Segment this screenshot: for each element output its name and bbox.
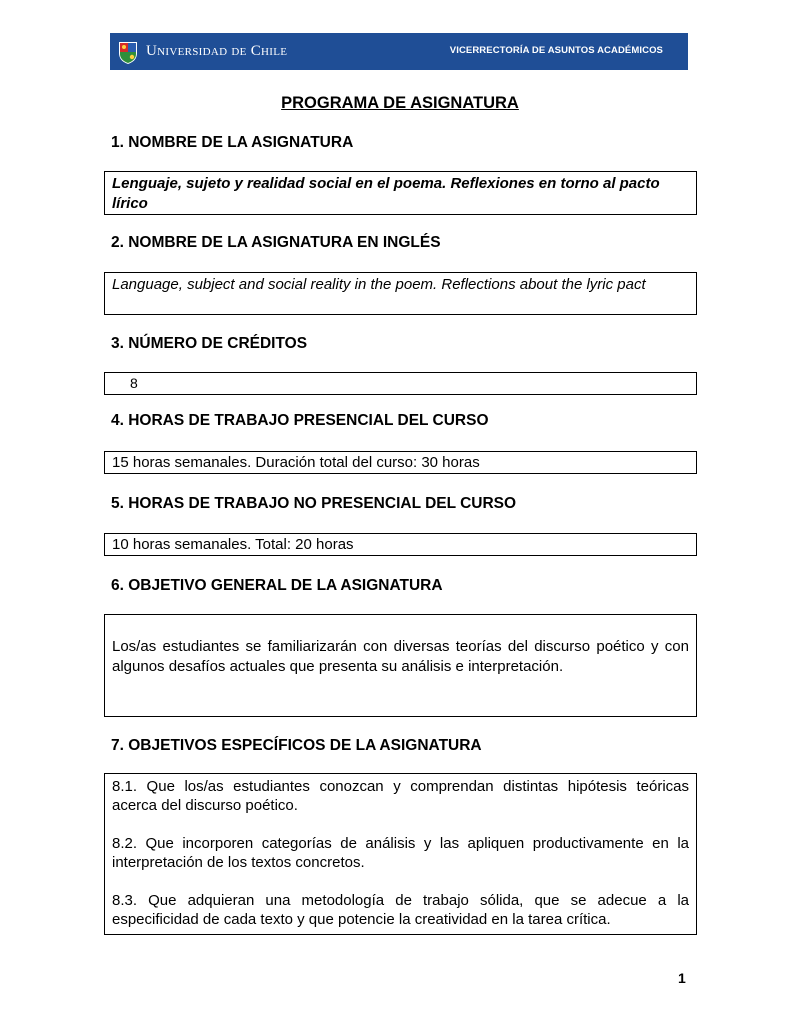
section-2-heading: 2. NOMBRE DE LA ASIGNATURA EN INGLÉS [111,234,441,251]
section-7-box [104,773,697,935]
section-5-heading: 5. HORAS DE TRABAJO NO PRESENCIAL DEL CURSO [111,495,517,512]
specific-objective-3: 8.3. Que adquieran una metodología de trabajo sólida, que se adecue a la especificidad de cada texto y que potencie la creatividad en la tarea crítica. [112,892,689,928]
section-2-box [104,272,697,315]
section-4-box [104,451,697,474]
section-6-box [104,614,697,717]
course-name-english: Language, subject and social reality in the poem. Reflections about the lyric pact [112,276,646,293]
office-name: VICERRECTORÍA DE ASUNTOS ACADÉMICOS [449,45,663,56]
section-4-heading: 4. HORAS DE TRABAJO PRESENCIAL DEL CURSO [111,412,489,429]
section-7-heading: 7. OBJETIVOS ESPECÍFICOS DE LA ASIGNATURA [111,737,482,754]
section-1-box [104,171,697,215]
non-presential-hours: 10 horas semanales. Total: 20 horas [112,536,354,553]
section-6-heading: 6. OBJETIVO GENERAL DE LA ASIGNATURA [111,577,443,594]
university-name: Universidad de Chile [146,43,288,59]
specific-objective-1: 8.1. Que los/as estudiantes conozcan y comprendan distintas hipótesis teóricas acerca del discurso poético. [112,778,689,814]
course-name: Lenguaje, sujeto y realidad social en el poema. Reflexiones en torno al pacto lírico [112,175,660,212]
specific-objective-2: 8.2. Que incorporen categorías de análisis y las apliquen productivamente en la interpretación de los textos concretos. [112,835,689,871]
presential-hours: 15 horas semanales. Duración total del curso: 30 horas [112,454,480,471]
section-3-box [104,372,697,395]
section-1-heading: 1. NOMBRE DE LA ASIGNATURA [111,134,354,151]
header-banner [110,33,688,70]
university-crest-icon [118,39,138,65]
credits-value: 8 [130,375,138,391]
section-5-box [104,533,697,556]
general-objective: Los/as estudiantes se familiarizarán con diversas teorías del discurso poético y con algunos desafíos actuales que presenta su análisis e interpretación. [112,638,689,675]
section-3-heading: 3. NÚMERO DE CRÉDITOS [111,335,308,352]
document-title: PROGRAMA DE ASIGNATURA [281,94,519,112]
page-number: 1 [678,970,686,986]
